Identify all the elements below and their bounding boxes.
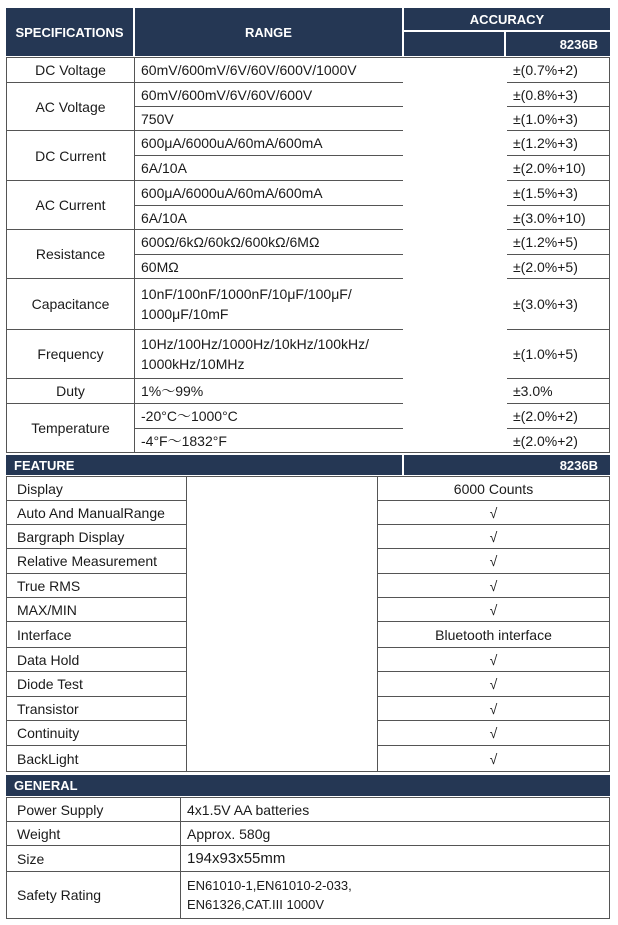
spec-accuracy: ±(3.0%+10) <box>506 205 610 230</box>
feature-label: True RMS <box>6 573 187 598</box>
feature-header: FEATURE <box>6 455 402 475</box>
feature-label: Interface <box>6 621 187 648</box>
specifications-header: SPECIFICATIONS <box>6 8 133 56</box>
check-icon: √ <box>377 671 610 697</box>
check-icon: √ <box>377 597 610 622</box>
check-icon: √ <box>377 745 610 772</box>
feature-label: Diode Test <box>6 671 187 697</box>
spec-range: 60mV/600mV/6V/60V/600V/1000V <box>134 57 404 83</box>
spec-range: 600μA/6000uA/60mA/600mA <box>134 180 404 206</box>
spec-label-dc-voltage: DC Voltage <box>6 57 135 83</box>
spec-range: 10nF/100nF/1000nF/10μF/100μF/ 1000μF/10mF <box>134 278 404 330</box>
general-label: Size <box>6 845 181 872</box>
feature-blank-column <box>186 476 378 772</box>
spec-range: -20°C～1000°C <box>134 403 404 429</box>
general-value: 4x1.5V AA batteries <box>180 797 610 822</box>
general-header: GENERAL <box>6 775 610 796</box>
general-value: 194x93x55mm <box>180 845 610 872</box>
spec-range: -4°F～1832°F <box>134 428 404 453</box>
spec-label-temperature: Temperature <box>6 403 135 453</box>
feature-label: MAX/MIN <box>6 597 187 622</box>
spec-label-ac-voltage: AC Voltage <box>6 82 135 131</box>
feature-value: 6000 Counts <box>377 476 610 501</box>
spec-accuracy: ±(2.0%+5) <box>506 254 610 279</box>
spec-accuracy: ±(1.0%+5) <box>506 329 610 379</box>
feature-label: Bargraph Display <box>6 524 187 549</box>
check-icon: √ <box>377 548 610 574</box>
spec-range: 10Hz/100Hz/1000Hz/10kHz/100kHz/ 1000kHz/10MHz <box>134 329 404 379</box>
check-icon: √ <box>377 696 610 721</box>
spec-range: 60mV/600mV/6V/60V/600V <box>134 82 404 107</box>
spec-accuracy: ±(1.0%+3) <box>506 106 610 131</box>
spec-label-ac-current: AC Current <box>6 180 135 230</box>
feature-label: Transistor <box>6 696 187 721</box>
feature-value: Bluetooth interface <box>377 621 610 648</box>
feature-model-header: 8236B <box>404 455 610 475</box>
feature-label: Data Hold <box>6 647 187 672</box>
accuracy-header: ACCURACY <box>404 8 610 30</box>
spec-range: 600μA/6000uA/60mA/600mA <box>134 130 404 156</box>
accuracy-spacer <box>404 32 504 56</box>
spec-label-duty: Duty <box>6 378 135 404</box>
general-value: Approx. 580g <box>180 821 610 846</box>
spec-label-resistance: Resistance <box>6 229 135 279</box>
spec-range: 750V <box>134 106 404 131</box>
check-icon: √ <box>377 500 610 525</box>
feature-label: BackLight <box>6 745 187 772</box>
check-icon: √ <box>377 720 610 746</box>
spec-accuracy: ±(2.0%+10) <box>506 155 610 181</box>
general-value: EN61010-1,EN61010-2-033, EN61326,CAT.III 1000V <box>180 871 610 919</box>
spec-accuracy: ±(0.8%+3) <box>506 82 610 107</box>
spec-label-dc-current: DC Current <box>6 130 135 181</box>
check-icon: √ <box>377 524 610 549</box>
spec-range: 6A/10A <box>134 155 404 181</box>
general-label: Power Supply <box>6 797 181 822</box>
spec-range: 6A/10A <box>134 205 404 230</box>
spec-accuracy: ±(0.7%+2) <box>506 57 610 83</box>
spec-label-frequency: Frequency <box>6 329 135 379</box>
range-header: RANGE <box>135 8 402 56</box>
spec-accuracy: ±(1.2%+5) <box>506 229 610 255</box>
spec-accuracy: ±(3.0%+3) <box>506 278 610 330</box>
spec-accuracy: ±(1.5%+3) <box>506 180 610 206</box>
check-icon: √ <box>377 573 610 598</box>
feature-label: Continuity <box>6 720 187 746</box>
spec-accuracy: ±(2.0%+2) <box>506 403 610 429</box>
accuracy-blank-column <box>403 57 507 453</box>
spec-range: 60MΩ <box>134 254 404 279</box>
spec-accuracy: ±(1.2%+3) <box>506 130 610 156</box>
spec-range: 1%～99% <box>134 378 404 404</box>
feature-label: Relative Measurement <box>6 548 187 574</box>
check-icon: √ <box>377 647 610 672</box>
general-label: Safety Rating <box>6 871 181 919</box>
feature-label: Display <box>6 476 187 501</box>
spec-accuracy: ±(2.0%+2) <box>506 428 610 453</box>
general-label: Weight <box>6 821 181 846</box>
spec-range: 600Ω/6kΩ/60kΩ/600kΩ/6MΩ <box>134 229 404 255</box>
model-header: 8236B <box>506 32 610 56</box>
feature-label: Auto And ManualRange <box>6 500 187 525</box>
spec-label-capacitance: Capacitance <box>6 278 135 330</box>
spec-accuracy: ±3.0% <box>506 378 610 404</box>
